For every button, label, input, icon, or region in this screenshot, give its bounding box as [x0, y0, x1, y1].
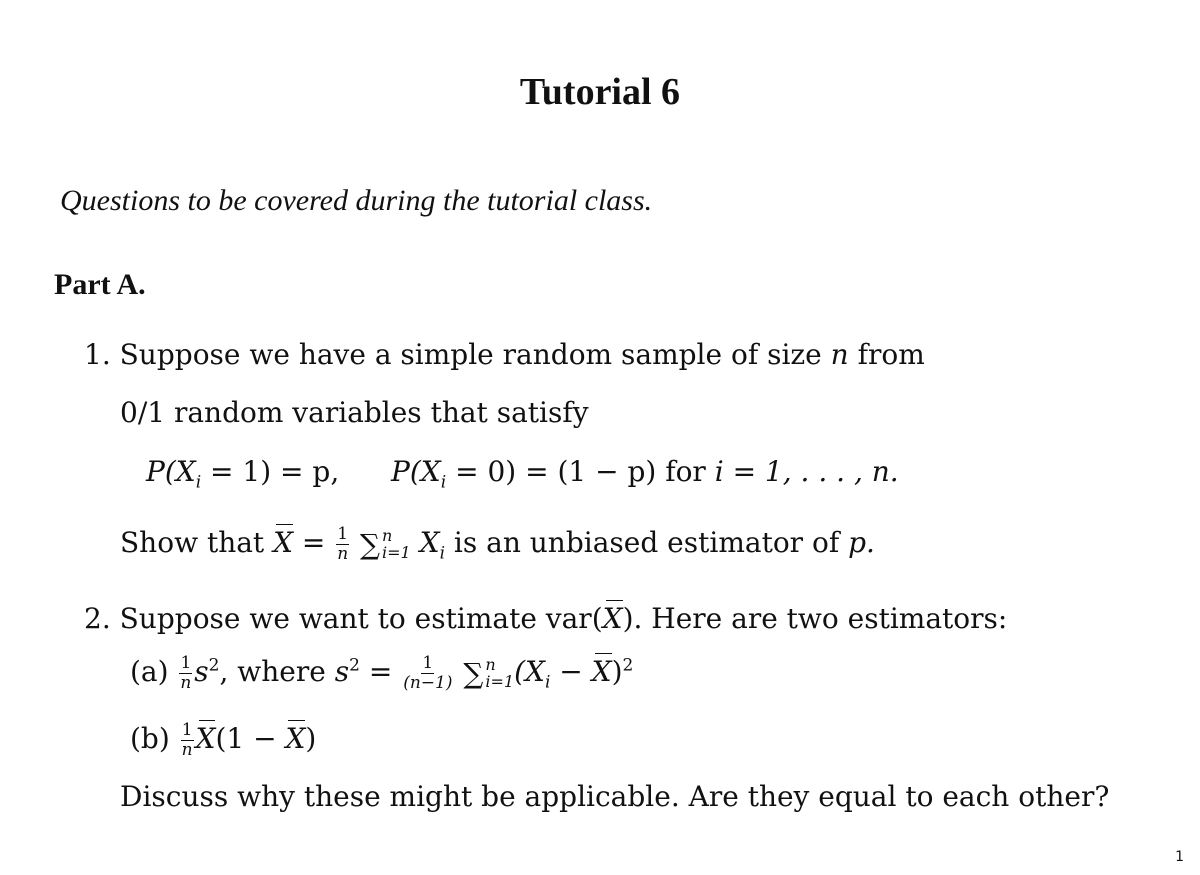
q2-discuss-text: Discuss why these might be applicable. Are they equal to each other? [120, 780, 1110, 813]
q1-fraction [336, 526, 349, 563]
q2-a-sum-bot: i=1 [485, 671, 515, 691]
page-title: Tutorial 6 [519, 71, 681, 113]
q2-a-label: (a) [130, 655, 169, 688]
q1-text-a: Suppose we have a simple random sample of size [119, 338, 822, 371]
q2-b-mid: (1 − [215, 722, 286, 755]
q2-a-frac-num: 1 [180, 653, 192, 673]
q1-frac-den: n [337, 544, 349, 564]
q2-number: 2. [84, 602, 111, 635]
q1-prob2-tail: = 0) = (1 − p) [446, 455, 657, 488]
q1-show-b: is an unbiased estimator of [453, 526, 840, 559]
q2-a-close: ) [611, 655, 623, 688]
q2-a-fraction [179, 655, 192, 692]
q2-text-b: ). Here are two estimators: [622, 602, 1008, 635]
q2-estimator-a [130, 655, 633, 692]
q1-var-n: n [830, 338, 849, 371]
q2-b-fraction [181, 722, 194, 759]
q1-sum-limits [382, 525, 411, 562]
q2-a-s2: s [334, 655, 350, 688]
q1-for-word: for [665, 455, 706, 488]
q1-eq: = [301, 526, 326, 559]
q1-sum-top: n [382, 525, 393, 545]
q2-a-s2-sup: 2 [349, 655, 360, 676]
q1-p: p. [848, 526, 875, 559]
q2-a-close-sup: 2 [622, 655, 634, 676]
q2-discuss [120, 780, 1109, 813]
q1-number: 1. [84, 338, 111, 371]
q1-prob1-head: P(X [146, 455, 196, 488]
q2-a-frac2-num: 1 [422, 653, 434, 673]
q2-a-where: , where [219, 655, 326, 688]
q2-b-frac-den: n [181, 740, 193, 760]
page-number: 1 [1175, 849, 1184, 865]
q2-b-close: ) [305, 722, 317, 755]
q2-b-xbar2: X [285, 722, 306, 755]
q1-prob2-sub: i [440, 472, 447, 493]
part-heading: Part A. [54, 268, 146, 301]
q1-prob2-head: P(X [391, 455, 441, 488]
q2-a-open: (X [514, 655, 545, 688]
q1-sum-sign: ∑ [360, 527, 381, 561]
q1-line2 [120, 396, 589, 429]
subtitle: Questions to be covered during the tutorial class. [60, 184, 653, 217]
q1-prob1-tail: = 1) = p, [201, 455, 340, 488]
q2-b-label: (b) [130, 722, 170, 755]
q1-line1 [84, 338, 925, 371]
q2-b-xbar: X [195, 722, 216, 755]
q1-text-b: from [857, 338, 925, 371]
q1-sum-bot: i=1 [382, 542, 411, 562]
q1-sum [360, 525, 411, 562]
q1-xi: X [419, 526, 440, 559]
q2-a-sum-sign: ∑ [463, 656, 484, 690]
q1-probabilities [146, 455, 899, 493]
q2-a-eq: = [368, 655, 393, 688]
q2-a-frac-den: n [180, 673, 192, 693]
q1-frac-num: 1 [337, 524, 349, 544]
q2-a-fraction2 [403, 655, 452, 692]
q2-a-sum-limits [485, 654, 515, 691]
q2-xbar: X [602, 602, 623, 635]
q1-show-line [120, 526, 875, 563]
q2-a-frac2-den: (n−1) [403, 673, 453, 693]
q1-range: i = 1, . . . , n. [714, 455, 899, 488]
q2-estimator-b [130, 722, 316, 759]
q2-a-sum-top: n [485, 654, 496, 674]
q1-prob1-sub: i [195, 472, 202, 493]
q1-xbar: X [273, 526, 294, 559]
q2-a-sub-i: i [544, 672, 551, 693]
q1-show-a: Show that [120, 526, 265, 559]
q2-a-minus: − [550, 655, 592, 688]
q1-line2-text: 0/1 random variables that satisfy [120, 396, 589, 429]
q2-line1 [84, 602, 1007, 635]
q2-text-a: Suppose we want to estimate var( [119, 602, 603, 635]
q2-a-s: s [194, 655, 209, 688]
q2-a-xbar: X [591, 655, 612, 688]
q2-a-sum [463, 654, 515, 691]
q2-b-frac-num: 1 [181, 720, 193, 740]
q1-xi-sub: i [439, 543, 446, 564]
q2-a-sup: 2 [208, 655, 220, 676]
